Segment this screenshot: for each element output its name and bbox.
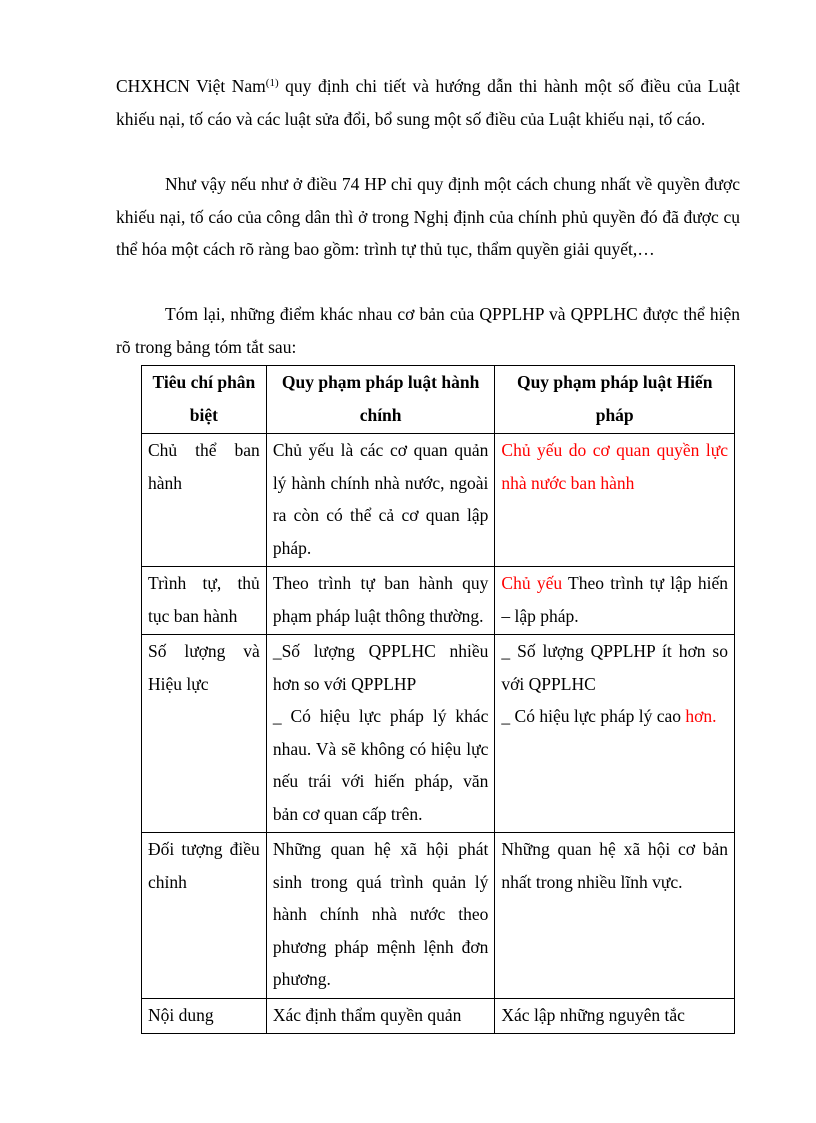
cell-constitutional: [495, 567, 735, 635]
cell-criterion: Trình tự, thủ tục ban hành: [142, 567, 267, 635]
highlighted-text: hơn.: [685, 706, 717, 726]
cell-administrative: Những quan hệ xã hội phát sinh trong quá trình quản lý hành chính nhà nước theo phương pháp mệnh lệnh đơn phương.: [266, 833, 495, 999]
table-row: [142, 434, 735, 567]
cell-line: _Số lượng QPPLHC nhiều hơn so với QPPLHP: [272, 641, 489, 694]
cell-line: _ Số lượng QPPLHP ít hơn so với QPPLHC: [501, 641, 728, 694]
cell-text: _ Có hiệu lực pháp lý cao: [501, 706, 686, 726]
cell-criterion: Số lượng và Hiệu lực: [142, 635, 267, 833]
cell-criterion: Chủ thể ban hành: [142, 434, 267, 567]
cell-constitutional: Những quan hệ xã hội cơ bản nhất trong nhiều lĩnh vực.: [495, 833, 735, 999]
cell-administrative: [266, 635, 495, 833]
table-header-row: [142, 366, 735, 434]
footnote-marker: (1): [265, 77, 279, 89]
table-row: [142, 833, 735, 999]
table-row: [142, 998, 735, 1034]
cell-line: [501, 700, 728, 733]
paragraph-1-start: CHXHCN Việt Nam: [116, 76, 266, 96]
table-row: [142, 567, 735, 635]
cell-administrative: Theo trình tự ban hành quy phạm pháp luật thông thường.: [266, 567, 495, 635]
highlighted-text: Chủ yếu: [501, 573, 563, 593]
header-constitutional: Quy phạm pháp luật Hiến pháp: [495, 366, 735, 434]
paragraph-3: Tóm lại, những điểm khác nhau cơ bản của QPPLHP và QPPLHC được thể hiện rõ trong bảng tóm tắt sau:: [116, 304, 740, 357]
header-administrative: Quy phạm pháp luật hành chính: [266, 366, 495, 434]
cell-administrative: Chủ yếu là các cơ quan quản lý hành chính nhà nước, ngoài ra còn có thể cả cơ quan lập pháp.: [266, 434, 495, 567]
cell-line: _ Có hiệu lực pháp lý khác nhau. Và sẽ không có hiệu lực nếu trái với hiến pháp, văn bản cơ quan cấp trên.: [272, 706, 489, 824]
header-criterion: Tiêu chí phân biệt: [142, 366, 267, 434]
cell-criterion: Nội dung: [142, 998, 267, 1034]
paragraph-2: Như vậy nếu như ở điều 74 HP chỉ quy định một cách chung nhất về quyền được khiếu nại, tố cáo của công dân thì ở trong Nghị định của chính phủ quyền đó đã được cụ thể hóa một cách rõ ràng bao gồm: trình tự thủ tục, thẩm quyền giải quyết,…: [116, 174, 740, 259]
paragraph-1-rest: quy định chi tiết và hướng dẫn thi hành một số điều của Luật khiếu nại, tố cáo và các luật sửa đổi, bổ sung một số điều của Luật khiếu nại, tố cáo.: [116, 76, 740, 129]
paragraph-1: [116, 70, 740, 135]
cell-administrative: Xác định thẩm quyền quản: [266, 998, 495, 1034]
comparison-table: [141, 365, 735, 1034]
cell-constitutional: Xác lập những nguyên tắc: [495, 998, 735, 1034]
cell-criterion: Đối tượng điều chỉnh: [142, 833, 267, 999]
cell-constitutional: [495, 635, 735, 833]
table-row: [142, 635, 735, 833]
cell-text: Theo trình tự lập hiến – lập pháp.: [501, 573, 728, 626]
cell-constitutional: Chủ yếu do cơ quan quyền lực nhà nước ban hành: [495, 434, 735, 567]
